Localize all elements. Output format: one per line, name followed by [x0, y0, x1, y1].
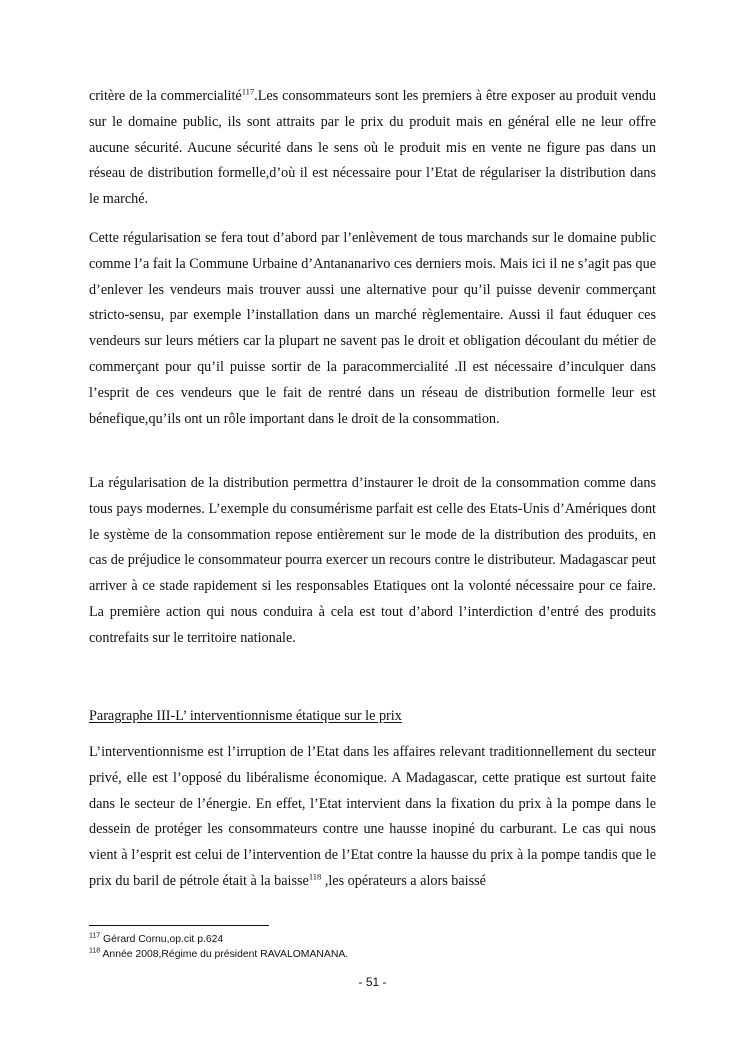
- paragraph-text: critère de la commercialité: [89, 88, 242, 104]
- footnote-text: Année 2008,Régime du président RAVALOMANANA.: [100, 949, 349, 960]
- footnote-117: [89, 932, 656, 947]
- body-paragraph-1: [89, 84, 656, 213]
- paragraph-text: ,les opérateurs a alors baissé: [321, 872, 486, 889]
- footnotes: [89, 932, 656, 962]
- section-heading: Paragraphe III-L’ interventionnisme étatique sur le prix: [89, 708, 402, 724]
- footnote-separator: [89, 925, 269, 926]
- footnote-number: 118: [89, 947, 101, 955]
- footnote-number: 117: [89, 932, 101, 940]
- body-paragraph-2: [89, 226, 656, 432]
- paragraph-text: La régularisation de la distribution permettra d’instaurer le droit de la consommation comme dans tous pays modernes. L’exemple du consumérisme parfait est celle des Etats-Unis d’Amériques dont le système de la consommation repose entièrement sur le mode de la distribution des produits, en cas de préjudice le consommateur pourra exercer un recours contre le distributeur. Madagascar peut arriver à ce stade rapidement si les responsables Etatiques ont la volonté nécessaire pour ce faire. La première action qui nous conduira à cela est tout d’abord l’interdiction d’entré des produits contrefaits sur le territoire nationale.: [89, 475, 656, 646]
- footnote-118: [89, 947, 656, 962]
- paragraph-text: .Les consommateurs sont les premiers à être exposer au produit vendu sur le domaine public, ils sont attraits par le prix du produit mais en général elle ne leur offre aucune sécurité. Aucune sécurité dans le sens où le produit mis en vente ne figure pas dans un réseau de distribution formelle,d’où il est nécessaire pour l’Etat de régulariser la distribution dans le marché.: [89, 88, 656, 208]
- section-heading-container: [89, 704, 656, 730]
- body-paragraph-4: [89, 740, 656, 895]
- paragraph-text: L’interventionnisme est l’irruption de l’Etat dans les affaires relevant traditionnellement du secteur privé, elle est l’opposé du libéralisme économique. A Madagascar, cette pratique est surtout faite dans le secteur de l’énergie. En effet, l’Etat intervient dans la fixation du prix à la pompe dans le dessein de protéger les consommateurs contre une hausse inopiné du carburant. Le cas qui nous vient à l’esprit est celui de l’intervention de l’Etat contre la hausse du prix à la pompe tandis que le prix du baril de pétrole était à la baisse: [89, 744, 656, 889]
- page-number: - 51 -: [358, 975, 387, 989]
- footnote-reference-118: 118: [308, 871, 322, 882]
- body-paragraph-3: [89, 471, 656, 652]
- footnote-text: Gérard Cornu,op.cit p.624: [100, 934, 224, 945]
- footnote-reference-117: 117: [241, 86, 255, 97]
- paragraph-text: Cette régularisation se fera tout d’abord par l’enlèvement de tous marchands sur le domaine public comme l’a fait la Commune Urbaine d’Antananarivo ces derniers mois. Mais ici il ne s’agit pas que d’enlever les vendeurs mais trouver aussi une alternative pour qu’il puisse devenir commerçant stricto-sensu, par exemple l’installation dans un marché règlementaire. Aussi il faut éduquer ces vendeurs sur leurs métiers car la plupart ne savent pas le droit et obligation découlant du métier de commerçant pour qu’il puisse sortir de la paracommercialité .Il est nécessaire d’inculquer dans l’esprit de ces vendeurs que le fait de rentré dans un réseau de distribution formelle leur est bénefique,qu’ils ont un rôle important dans le droit de la consommation.: [89, 230, 656, 427]
